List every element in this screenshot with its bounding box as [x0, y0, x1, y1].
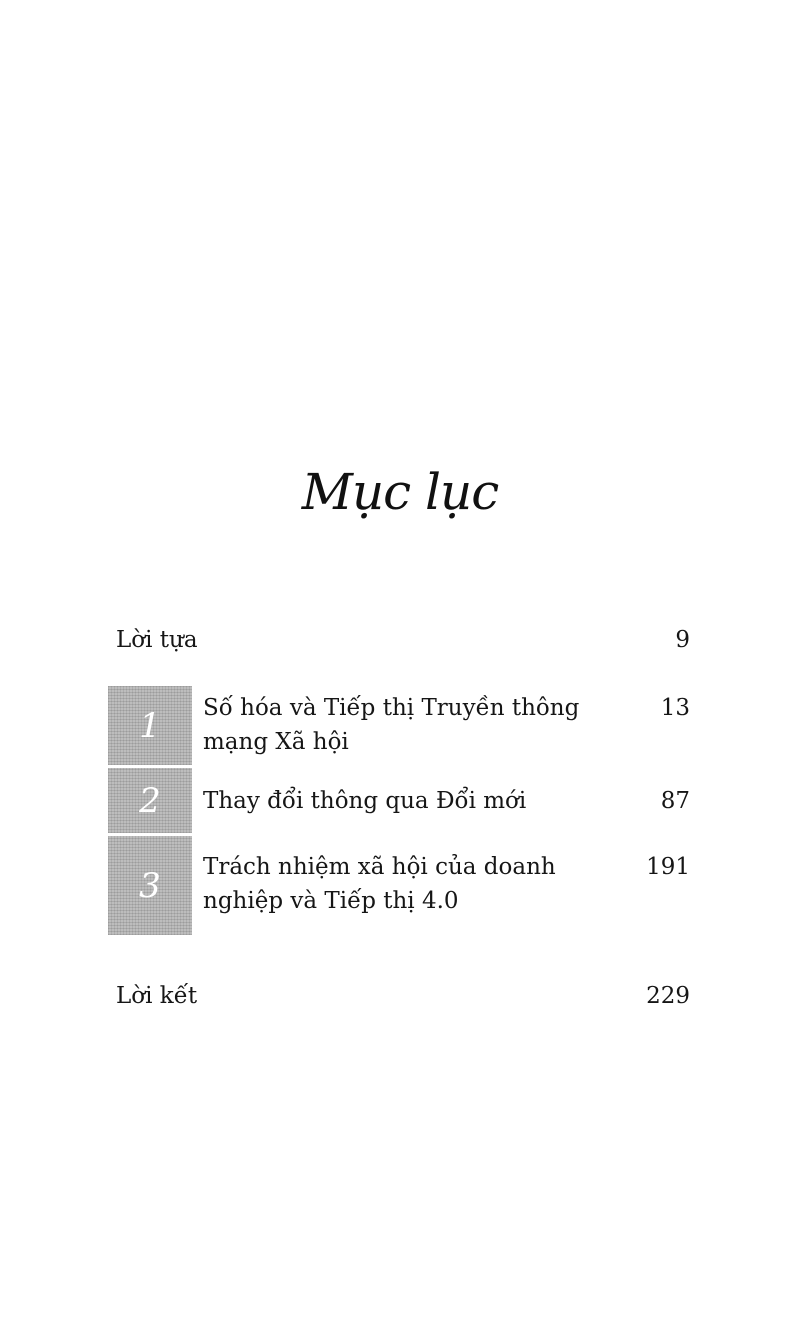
chapter-page-number: 191 [646, 854, 690, 880]
chapter-number-box [108, 836, 192, 935]
chapter-number: 1 [139, 705, 161, 746]
toc-chapter-2 [108, 768, 690, 833]
chapter-number-box [108, 686, 192, 765]
chapter-number-box [108, 768, 192, 833]
chapter-number: 3 [139, 865, 161, 906]
epilogue-label: Lời kết [116, 983, 198, 1009]
chapter-title: Thay đổi thông qua Đổi mới [203, 788, 527, 814]
chapter-page-number: 87 [660, 788, 690, 814]
preface-page-number: 9 [675, 627, 690, 653]
chapter-title: Trách nhiệm xã hội của doanh nghiệp và Tiếp thị 4.0 [203, 854, 556, 914]
epilogue-page-number: 229 [646, 983, 690, 1009]
toc-chapter-3 [108, 836, 690, 935]
page-title: Mục lục [301, 463, 499, 521]
chapter-page-number: 13 [660, 695, 690, 721]
toc-chapter-1 [108, 686, 690, 765]
chapter-title: Số hóa và Tiếp thị Truyền thông mạng Xã hội [203, 695, 580, 755]
chapter-number: 2 [139, 780, 161, 821]
preface-label: Lời tựa [116, 627, 198, 653]
